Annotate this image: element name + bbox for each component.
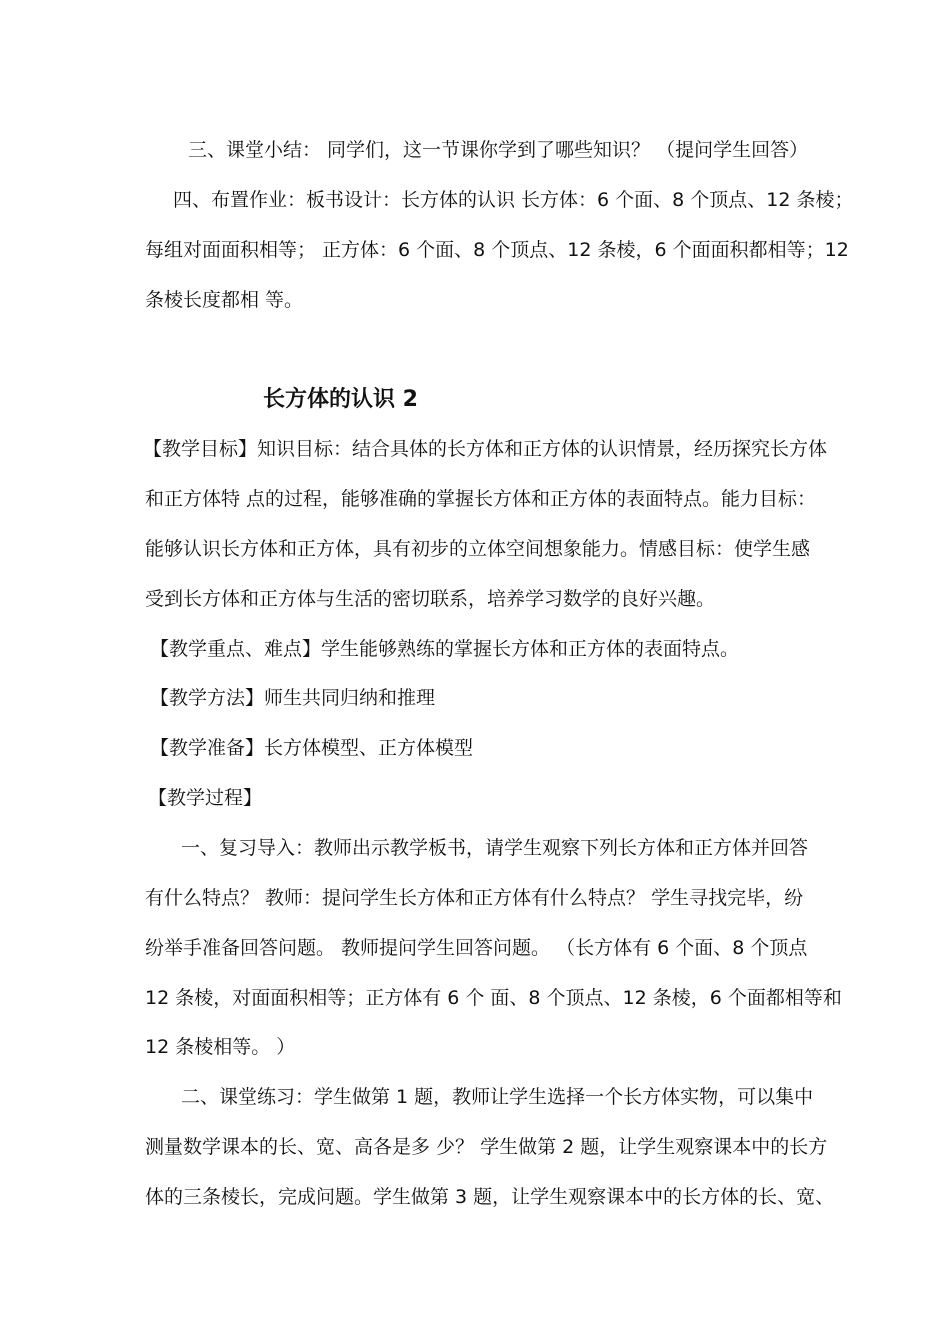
goal-line: 和正方体特 点的过程，能够准确的掌握长方体和正方体的表面特点。能力目标： (145, 488, 817, 510)
summary-line: 三、课堂小结： 同学们，这一节课你学到了哪些知识？ （提问学生回答） (188, 139, 809, 161)
review-line: 一、复习导入：教师出示教学板书，请学生观察下列长方体和正方体并回答 (181, 837, 809, 859)
preparation-line: 【教学准备】长方体模型、正方体模型 (150, 737, 474, 759)
review-line: 纷举手准备回答问题。 教师提问学生回答问题。 （长方体有 6 个面、8 个顶点 (145, 937, 808, 959)
review-line: 有什么特点？ 教师：提问学生长方体和正方体有什么特点？ 学生寻找完毕，纷 (145, 887, 804, 909)
page-title: 长方体的认识 2 (263, 387, 418, 412)
practice-line: 测量数学课本的长、宽、高各是多 少？ 学生做第 2 题，让学生观察课本中的长方 (145, 1136, 828, 1158)
key-points-line: 【教学重点、难点】学生能够熟练的掌握长方体和正方体的表面特点。 (150, 638, 740, 660)
practice-line: 二、课堂练习：学生做第 1 题，教师让学生选择一个长方体实物，可以集中 (181, 1086, 814, 1108)
review-line: 12 条棱相等。 ） (145, 1036, 296, 1058)
homework-line-cont: 每组对面面积相等； 正方体：6 个面、8 个顶点、12 条棱，6 个面面积都相等；12 (145, 239, 849, 261)
homework-line-cont: 条棱长度都相 等。 (145, 289, 304, 311)
review-line: 12 条棱，对面面积相等；正方体有 6 个 面、8 个顶点、12 条棱，6 个面都相等和 (145, 987, 842, 1009)
practice-line: 体的三条棱长，完成问题。学生做第 3 题，让学生观察课本中的长方体的长、宽、 (145, 1186, 835, 1208)
goal-line: 【教学目标】知识目标：结合具体的长方体和正方体的认识情景，经历探究长方体 (143, 438, 828, 460)
method-line: 【教学方法】师生共同归纳和推理 (150, 687, 436, 709)
goal-line: 受到长方体和正方体与生活的密切联系，培养学习数学的良好兴趣。 (145, 588, 716, 610)
goal-line: 能够认识长方体和正方体，具有初步的立体空间想象能力。情感目标：使学生感 (145, 538, 811, 560)
homework-line: 四、布置作业：板书设计：长方体的认识 长方体：6 个面、8 个顶点、12 条棱； (173, 189, 854, 211)
process-heading: 【教学过程】 (148, 787, 263, 809)
